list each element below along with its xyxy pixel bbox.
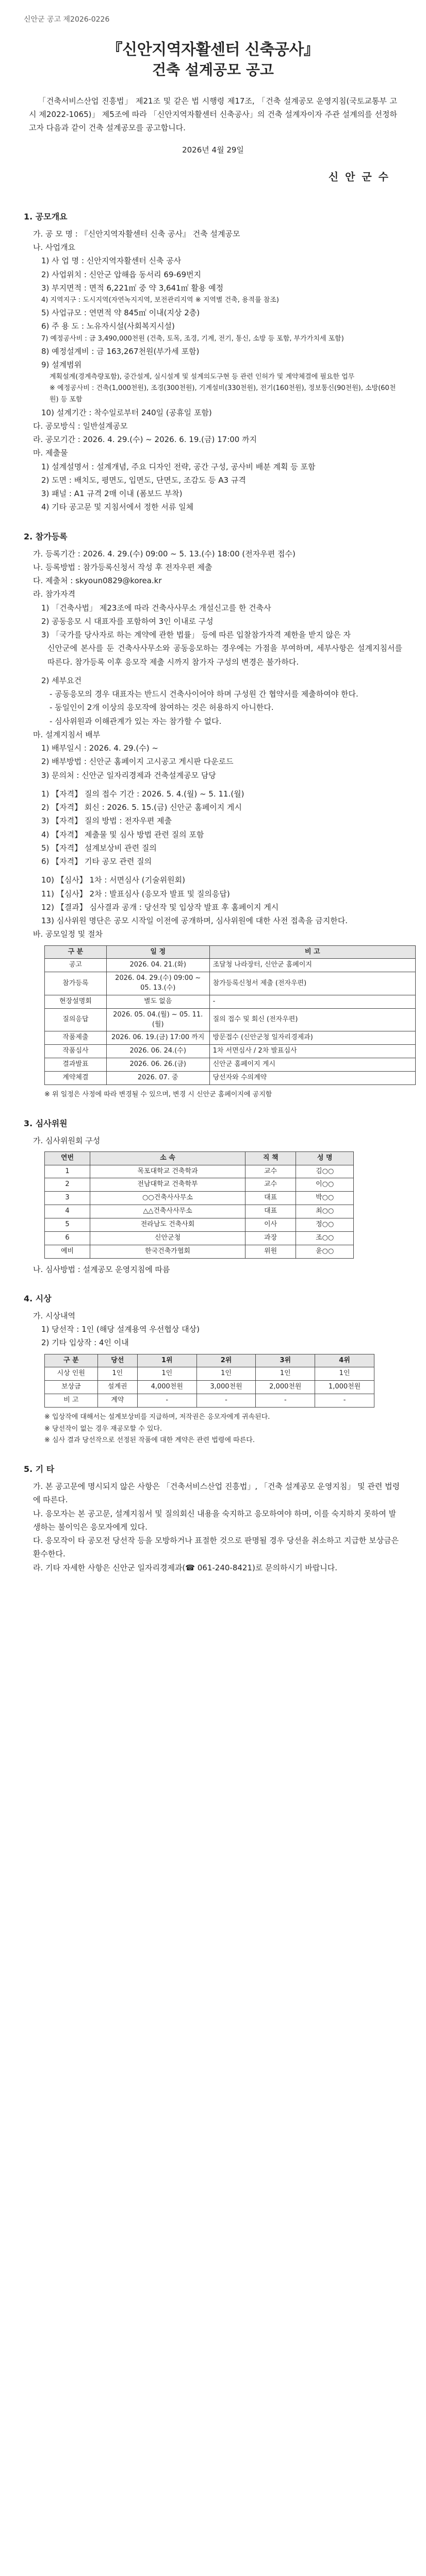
table-cell: 김○○ — [296, 1165, 354, 1178]
table-header: 4위 — [315, 1354, 374, 1367]
table-cell: 현장설명회 — [45, 995, 107, 1008]
table-cell: 위원 — [245, 1245, 296, 1258]
table-cell: 2026. 06. 19.(금) 17:00 까지 — [106, 1031, 209, 1045]
table-row — [45, 1381, 374, 1394]
table-cell: 조○○ — [296, 1231, 354, 1245]
s2-qual: 2) 공동응모 시 대표자를 포함하여 3인 이내로 구성 — [41, 616, 214, 626]
table-header: 당선 — [97, 1354, 137, 1367]
s2-qual: 3) 「국가를 당사자로 하는 계약에 관한 법률」 등에 따른 입찰참가자격 제한을 받지 않은 자 — [41, 630, 351, 640]
table-row — [45, 1008, 416, 1031]
table-row — [45, 1045, 416, 1058]
notice-date: 2026년 4월 29일 — [182, 145, 244, 155]
table-header: 2위 — [196, 1354, 256, 1367]
table-cell: 한국건축가협회 — [90, 1245, 245, 1258]
table-cell: 2,000천원 — [256, 1381, 315, 1394]
s1-item: 나. 사업개요 — [33, 243, 75, 252]
table-cell: 작품제출 — [45, 1031, 107, 1045]
table-cell: 이사 — [245, 1218, 296, 1232]
s2-guide-heading: 마. 설계지침서 배부 — [33, 730, 101, 739]
schedule-note: ※ 위 일정은 사정에 따라 변경될 수 있으며, 변경 시 신안군 홈페이지에 공지함 — [44, 1090, 272, 1098]
table-cell: 1인 — [315, 1367, 374, 1381]
table-cell: 정○○ — [296, 1218, 354, 1232]
table-header: 연번 — [45, 1151, 90, 1165]
table-row — [45, 1394, 374, 1408]
table-cell: 전남대학교 건축학부 — [90, 1178, 245, 1192]
table-cell: 질의 접수 및 회신 (전자우편) — [209, 1008, 415, 1031]
s2-item: 가. 등록기간 : 2026. 4. 29.(수) 09:00 ~ 5. 13.(수) 18:00 (전자우편 접수) — [33, 549, 296, 558]
s1-detail: 7) 예정공사비 : 금 3,490,000천원 (건축, 토목, 조경, 기계, 전기, 통신, 소방 등 포함, 부가가치세 포함) — [41, 334, 344, 343]
table-cell: ○○건축사사무소 — [90, 1192, 245, 1205]
s2-paragraph: 신안군에 본사를 둔 건축사사무소와 공동응모하는 경우에는 가점을 부여하며, 세부사항은 설계지침서를 따른다. 참가등록 이후 응모작 제출 시까지 참가자 구성의 변경은 불가하다. — [47, 643, 402, 667]
section-5-heading: 5. 기 타 — [24, 1464, 55, 1475]
s5-item: 가. 본 공고문에 명시되지 않은 사항은 「건축서비스산업 진흥법」, 「건축 설계공모 운영지침」 및 관련 법령에 따른다. — [33, 1482, 400, 1505]
table-cell: 질의응답 — [45, 1008, 107, 1031]
table-cell: 5 — [45, 1218, 90, 1232]
section-4-heading: 4. 시상 — [24, 1293, 52, 1303]
table-cell: 2026. 06. 26.(금) — [106, 1058, 209, 1072]
s2-qna: 6) 【자격】 기타 공모 관련 질의 — [41, 857, 152, 867]
table-cell: 3 — [45, 1192, 90, 1205]
s1-detail: 5) 사업규모 : 연면적 약 845㎡ 이내(지상 2층) — [41, 308, 200, 318]
table-cell: 윤○○ — [296, 1245, 354, 1258]
table-cell: 1인 — [196, 1367, 256, 1381]
s2-req: - 동일인이 2개 이상의 응모작에 참여하는 것은 허용하지 아니한다. — [50, 703, 274, 713]
s5-item: 라. 기타 자세한 사항은 신안군 일자리경제과(☎ 061-240-8421)로 문의하시기 바랍니다. — [33, 1563, 338, 1572]
table-cell: - — [209, 995, 415, 1008]
table-header: 비 고 — [209, 945, 415, 959]
prize-note: ※ 심사 결과 당선작으로 선정된 작품에 대한 계약은 관련 법령에 따른다. — [44, 1436, 255, 1445]
schedule-table — [44, 945, 416, 1085]
section-2-heading: 2. 참가등록 — [24, 531, 68, 541]
table-cell: 참가등록 — [45, 972, 107, 995]
table-row — [45, 1192, 354, 1205]
table-header: 직 책 — [245, 1151, 296, 1165]
table-row — [45, 972, 416, 995]
table-cell: - — [256, 1394, 315, 1408]
table-row — [45, 1178, 354, 1192]
s1-cost-note: ※ 예정공사비 : 건축(1,000천원), 조경(300천원), 기계설비(330천원), 전기(160천원), 정보통신(90천원), 소방(60천원) 등 포함 — [50, 384, 396, 404]
s2-eval: 12) 【결과】 심사결과 공개 : 당선작 및 입상작 발표 후 홈페이지 게시 — [41, 902, 279, 912]
table-header: 성 명 — [296, 1151, 354, 1165]
table-cell: 작품심사 — [45, 1045, 107, 1058]
notice-title-line1: 『신안지역자활센터 신축공사』 — [107, 40, 319, 59]
table-cell: 설계권 — [97, 1381, 137, 1394]
table-cell: 신안군 홈페이지 게시 — [209, 1058, 415, 1072]
s1-item: 가. 공 모 명 : 『신안지역자활센터 신축 공사』 건축 설계공모 — [33, 229, 240, 239]
s2-eval: 11) 【심사】 2차 : 발표심사 (응모자 발표 및 질의응답) — [41, 889, 230, 899]
table-cell: 대표 — [245, 1192, 296, 1205]
table-cell: 조달청 나라장터, 신안군 홈페이지 — [209, 959, 415, 972]
table-header: 1위 — [137, 1354, 196, 1367]
table-cell: 1차 서면심사 / 2차 발표심사 — [209, 1045, 415, 1058]
prize-note: ※ 당선작이 없는 경우 재공모할 수 있다. — [44, 1425, 162, 1433]
table-cell: 공고 — [45, 959, 107, 972]
s1-doc: 2) 도면 : 배치도, 평면도, 입면도, 단면도, 조감도 등 A3 규격 — [41, 475, 246, 485]
table-cell: 예비 — [45, 1245, 90, 1258]
s2-eval: 10) 【심사】 1차 : 서면심사 (기술위원회) — [41, 875, 185, 885]
s2-guide: 1) 배부일시 : 2026. 4. 29.(수) ~ — [41, 743, 158, 753]
s1-scope-label: 9) 설계범위 — [41, 360, 82, 369]
s1-detail: 1) 사 업 명 : 신안지역자활센터 신축 공사 — [41, 256, 182, 266]
table-cell: 6 — [45, 1231, 90, 1245]
s2-item: 나. 등록방법 : 참가등록신청서 작성 후 전자우편 제출 — [33, 562, 212, 572]
s1-detail: 6) 주 용 도 : 노유자시설(사회복지시설) — [41, 321, 175, 331]
s2-qual-heading: 라. 참가자격 — [33, 589, 75, 599]
table-header: 일 정 — [106, 945, 209, 959]
table-header: 3위 — [256, 1354, 315, 1367]
table-cell: 2026. 04. 29.(수) 09:00 ~ 05. 13.(수) — [106, 972, 209, 995]
issuing-org: 신 안 군 수 — [328, 170, 390, 183]
s2-qna: 2) 【자격】 회신 : 2026. 5. 15.(금) 신안군 홈페이지 게시 — [41, 803, 242, 812]
s3-note: 나. 심사방법 : 설계공모 운영지침에 따름 — [33, 1264, 170, 1274]
s1-doc: 3) 패널 : A1 규격 2매 이내 (폼보드 부착) — [41, 489, 183, 499]
table-row — [45, 1058, 416, 1072]
section-3-heading: 3. 심사위원 — [24, 1118, 68, 1128]
table-cell: 2026. 04. 21.(화) — [106, 959, 209, 972]
s1-docs-label: 마. 제출물 — [33, 448, 68, 458]
table-row — [45, 1165, 354, 1178]
table-cell: 3,000천원 — [196, 1381, 256, 1394]
table-cell: 계약 — [97, 1394, 137, 1408]
table-cell: 시상 인원 — [45, 1367, 98, 1381]
table-cell: 4 — [45, 1205, 90, 1218]
notice-title-line2: 건축 설계공모 공고 — [152, 61, 274, 78]
table-header: 구 분 — [45, 1354, 98, 1367]
s4-line: 1) 당선작 : 1인 (해당 설계용역 우선협상 대상) — [41, 1325, 200, 1334]
s2-special: 13) 심사위원 명단은 공모 시작일 이전에 공개하며, 심사위원에 대한 사전 접촉을 금지한다. — [41, 916, 348, 926]
prize-table — [44, 1354, 374, 1408]
table-cell: 과장 — [245, 1231, 296, 1245]
table-cell: 방문접수 (신안군청 일자리경제과) — [209, 1031, 415, 1045]
table-cell: 당선자와 수의계약 — [209, 1071, 415, 1084]
intro-paragraph: 「건축서비스산업 진흥법」 제21조 및 같은 법 시행령 제17조, 「건축 설계공모 운영지침(국토교통부 고시 제2022-1065)」 제5조에 따라 「신안지역자활센터 신축공사」의 건축 설계자이자 주관 설계의를 선정하고자 다음과 같이 건축 설계공모를 공고합니다. — [29, 96, 397, 133]
s2-guide: 2) 배부방법 : 신안군 홈페이지 고시공고 게시판 다운로드 — [41, 757, 234, 767]
s4-line: 2) 기타 입상작 : 4인 이내 — [41, 1338, 129, 1348]
s5-item: 다. 응모작이 타 공모전 당선작 등을 모방하거나 표절한 것으로 판명될 경우 당선을 취소하고 지급한 보상금은 환수한다. — [33, 1536, 399, 1559]
table-row — [45, 1071, 416, 1084]
s2-qna: 4) 【자격】 제출물 및 심사 방법 관련 질의 포함 — [41, 829, 204, 839]
table-header: 소 속 — [90, 1151, 245, 1165]
s5-item: 나. 응모자는 본 공고문, 설계지침서 및 질의회신 내용을 숙지하고 응모하여야 하며, 이를 숙지하지 못하여 발생하는 불이익은 응모자에게 있다. — [33, 1509, 397, 1532]
table-cell: 목포대학교 건축학과 — [90, 1165, 245, 1178]
table-cell: 1 — [45, 1165, 90, 1178]
table-row — [45, 995, 416, 1008]
s2-qna: 3) 【자격】 질의 방법 : 전자우편 제출 — [41, 816, 172, 826]
s2-qna: 1) 【자격】 질의 접수 기간 : 2026. 5. 4.(월) ~ 5. 11.(월) — [41, 789, 244, 799]
table-header: 구 분 — [45, 945, 107, 959]
table-cell: 계약체결 — [45, 1071, 107, 1084]
table-cell: 이○○ — [296, 1178, 354, 1192]
s2-item: 다. 제출처 : skyoun0829@korea.kr — [33, 576, 162, 586]
s2-req: - 심사위원과 이해관계가 있는 자는 참가할 수 없다. — [50, 716, 222, 726]
s1-detail: 2) 사업위치 : 신안군 압해읍 동서리 69-69번지 — [41, 269, 201, 279]
s2-schedule-heading: 바. 공모일정 및 절차 — [33, 929, 103, 939]
table-cell: 별도 없음 — [106, 995, 209, 1008]
doc-number: 신안군 공고 제2026-0226 — [24, 15, 110, 24]
table-row — [45, 1205, 354, 1218]
table-cell: 보상금 — [45, 1381, 98, 1394]
s1-doc: 4) 기타 공고문 및 지침서에서 정한 서류 일체 — [41, 502, 194, 512]
table-cell: - — [137, 1394, 196, 1408]
table-row — [45, 1218, 354, 1232]
table-cell: - — [196, 1394, 256, 1408]
table-cell: 2 — [45, 1178, 90, 1192]
s1-detail: 8) 예정설계비 : 금 163,267천원(부가세 포함) — [41, 346, 200, 356]
s3-sub-heading: 가. 심사위원회 구성 — [33, 1136, 101, 1145]
s1-period: 10) 설계기간 : 착수일로부터 240일 (공휴일 포함) — [41, 408, 212, 417]
s2-req: - 공동응모의 경우 대표자는 반드시 건축사이어야 하며 구성원 간 협약서를 제출하여야 한다. — [50, 689, 358, 699]
table-cell: 2026. 07. 중 — [106, 1071, 209, 1084]
table-row — [45, 959, 416, 972]
s2-req: 2) 세부요건 — [41, 675, 82, 685]
table-cell: 1인 — [97, 1367, 137, 1381]
table-cell: 1인 — [256, 1367, 315, 1381]
s1-doc: 1) 설계설명서 : 설계개념, 주요 디자인 전략, 공간 구성, 공사비 배분 계획 등 포함 — [41, 462, 316, 471]
s2-qual: 1) 「건축사법」 제23조에 따라 건축사사무소 개설신고를 한 건축사 — [41, 603, 271, 613]
table-row — [45, 1245, 354, 1258]
s1-schedule: 라. 공모기간 : 2026. 4. 29.(수) ~ 2026. 6. 19.(금) 17:00 까지 — [33, 435, 257, 445]
jury-table — [44, 1151, 354, 1259]
table-cell: - — [315, 1394, 374, 1408]
table-cell: 2026. 06. 24.(수) — [106, 1045, 209, 1058]
s1-type: 다. 공모방식 : 일반설계공모 — [33, 421, 128, 431]
s2-qna: 5) 【자격】 설계보상비 관련 질의 — [41, 843, 157, 853]
table-cell: 참가등록신청서 제출 (전자우편) — [209, 972, 415, 995]
table-cell: 2026. 05. 04.(월) ~ 05. 11.(월) — [106, 1008, 209, 1031]
s1-detail: 3) 부지면적 : 면적 6,221㎡ 중 약 3,641㎡ 활용 예정 — [41, 283, 224, 293]
table-cell: 1인 — [137, 1367, 196, 1381]
table-row — [45, 1031, 416, 1045]
prize-note: ※ 입상작에 대해서는 설계보상비를 지급하며, 저작권은 응모자에게 귀속된다. — [44, 1413, 270, 1421]
table-cell: 결과발표 — [45, 1058, 107, 1072]
table-cell: 1,000천원 — [315, 1381, 374, 1394]
table-cell: 신안군청 — [90, 1231, 245, 1245]
table-cell: 최○○ — [296, 1205, 354, 1218]
table-cell: 4,000천원 — [137, 1381, 196, 1394]
s1-detail: 4) 지역지구 : 도시지역(자연녹지지역, 보전관리지역 ※ 지역별 건축, 용적률 참조) — [41, 296, 279, 304]
table-cell: 박○○ — [296, 1192, 354, 1205]
table-row — [45, 1367, 374, 1381]
table-cell: 교수 — [245, 1165, 296, 1178]
table-cell: 전라남도 건축사회 — [90, 1218, 245, 1232]
table-cell: △△건축사사무소 — [90, 1205, 245, 1218]
table-cell: 교수 — [245, 1178, 296, 1192]
section-1-heading: 1. 공모개요 — [24, 211, 68, 222]
table-cell: 대표 — [245, 1205, 296, 1218]
table-cell: 비 고 — [45, 1394, 98, 1408]
s1-scope-text: 계획설계(경계측량포함), 중간설계, 실시설계 및 설계의도구현 등 관련 인허가 및 계약체결에 필요한 업무 — [50, 373, 355, 381]
s2-guide: 3) 문의처 : 신안군 일자리경제과 건축설계공모 담당 — [41, 770, 216, 780]
table-row — [45, 1231, 354, 1245]
s4-sub: 가. 시상내역 — [33, 1311, 75, 1320]
